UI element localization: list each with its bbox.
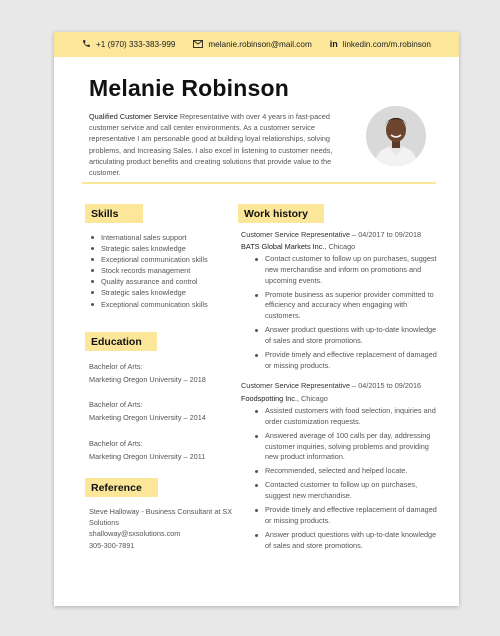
profile-photo: [366, 106, 426, 166]
education-entry: [89, 399, 206, 424]
education-school: Marketing Oregon University – 2011: [89, 451, 206, 461]
candidate-name: Melanie Robinson: [89, 75, 289, 101]
education-degree: Bachelor of Arts:: [89, 439, 143, 448]
list-item: Strategic sales knowledge: [101, 287, 241, 298]
section-divider: [82, 182, 436, 184]
list-item: Provide timely and effective replacement of damaged or missing products.: [265, 505, 441, 527]
job-duties-list: [253, 406, 441, 555]
job-dates: – 04/2017 to 09/2018: [350, 230, 422, 239]
email-link[interactable]: melanie.robinson@mail.com: [208, 40, 312, 49]
education-entry: [89, 438, 205, 463]
reference-name: Steve Halloway - Business Consultant at SX Solutions: [89, 507, 233, 528]
resume-page: [54, 32, 459, 606]
education-degree: Bachelor of Arts:: [89, 362, 143, 371]
summary-lead: Qualified Customer Service: [89, 112, 178, 121]
company-location: , Chicago: [324, 242, 356, 251]
list-item: Stock records management: [101, 265, 241, 276]
contact-bar: [54, 32, 459, 57]
list-item: Exceptional communication skills: [101, 254, 241, 265]
list-item: Answer product questions with up-to-date knowledge of sales and store promotions.: [265, 325, 441, 347]
list-item: Exceptional communication skills: [101, 299, 241, 310]
reference-heading: Reference: [85, 478, 158, 497]
list-item: International sales support: [101, 232, 241, 243]
education-entry: [89, 361, 206, 386]
reference-phone: 305-300-7891: [89, 540, 135, 550]
education-heading: Education: [85, 332, 157, 351]
list-item: Answered average of 100 calls per day, addressing customer inquiries, solving problems and providing new product information.: [265, 431, 441, 463]
list-item: Contact customer to follow up on purchases, suggest new merchandise and inform on promotions and upcoming events.: [265, 254, 441, 286]
list-item: Answer product questions with up-to-date knowledge of sales and store promotions.: [265, 530, 441, 552]
company-name: BATS Global Markets Inc.: [241, 242, 325, 251]
linkedin-icon: in: [329, 39, 338, 49]
reference-email[interactable]: shalloway@sxsolutions.com: [89, 529, 181, 539]
list-item: Assisted customers with food selection, inquiries and order customization requests.: [265, 406, 441, 428]
phone-text[interactable]: +1 (970) 333-383-999: [96, 40, 176, 49]
job-position: Customer Service Representative: [241, 230, 351, 239]
contact-phone: [82, 39, 175, 50]
skills-list: [89, 232, 241, 310]
job-duties-list: [253, 254, 441, 375]
job-company: [241, 394, 328, 403]
summary-text: Representative with over 4 years in fast-paced customer service and call center environments. As a customer service representative I am personable good at building loyal relationships, solving problems, and Increasing Sales. I also excel in listening to customer needs, articulating product benefits and creating solutions that provide value to the customer.: [89, 112, 333, 178]
job-title: [241, 381, 421, 390]
education-school: Marketing Oregon University – 2014: [89, 412, 206, 422]
linkedin-link[interactable]: linkedin.com/m.robinson: [342, 40, 431, 49]
list-item: Provide timely and effective replacement of damaged or missing products.: [265, 350, 441, 372]
education-degree: Bachelor of Arts:: [89, 400, 143, 409]
list-item: Strategic sales knowledge: [101, 243, 241, 254]
education-school: Marketing Oregon University – 2018: [89, 374, 206, 384]
job-company: [241, 242, 355, 251]
list-item: Recommended, selected and helped locate.: [265, 466, 441, 477]
contact-email: [193, 40, 311, 50]
company-location: , Chicago: [296, 394, 328, 403]
job-title: [241, 230, 421, 239]
reference-block: [89, 506, 239, 551]
summary-paragraph: [89, 111, 349, 178]
list-item: Contacted customer to follow up on purchases, suggest new merchandise.: [265, 480, 441, 502]
company-name: Foodspotting Inc.: [241, 394, 297, 403]
phone-icon: [82, 39, 91, 50]
list-item: Quality assurance and control: [101, 276, 241, 287]
work-history-heading: Work history: [238, 204, 324, 223]
job-dates: – 04/2015 to 09/2016: [350, 381, 422, 390]
contact-linkedin: [330, 40, 431, 49]
envelope-icon: [193, 40, 203, 50]
skills-heading: Skills: [85, 204, 143, 223]
job-position: Customer Service Representative: [241, 381, 351, 390]
list-item: Promote business as superior provider committed to efficiency and accuracy when engaging with customers.: [265, 290, 441, 322]
